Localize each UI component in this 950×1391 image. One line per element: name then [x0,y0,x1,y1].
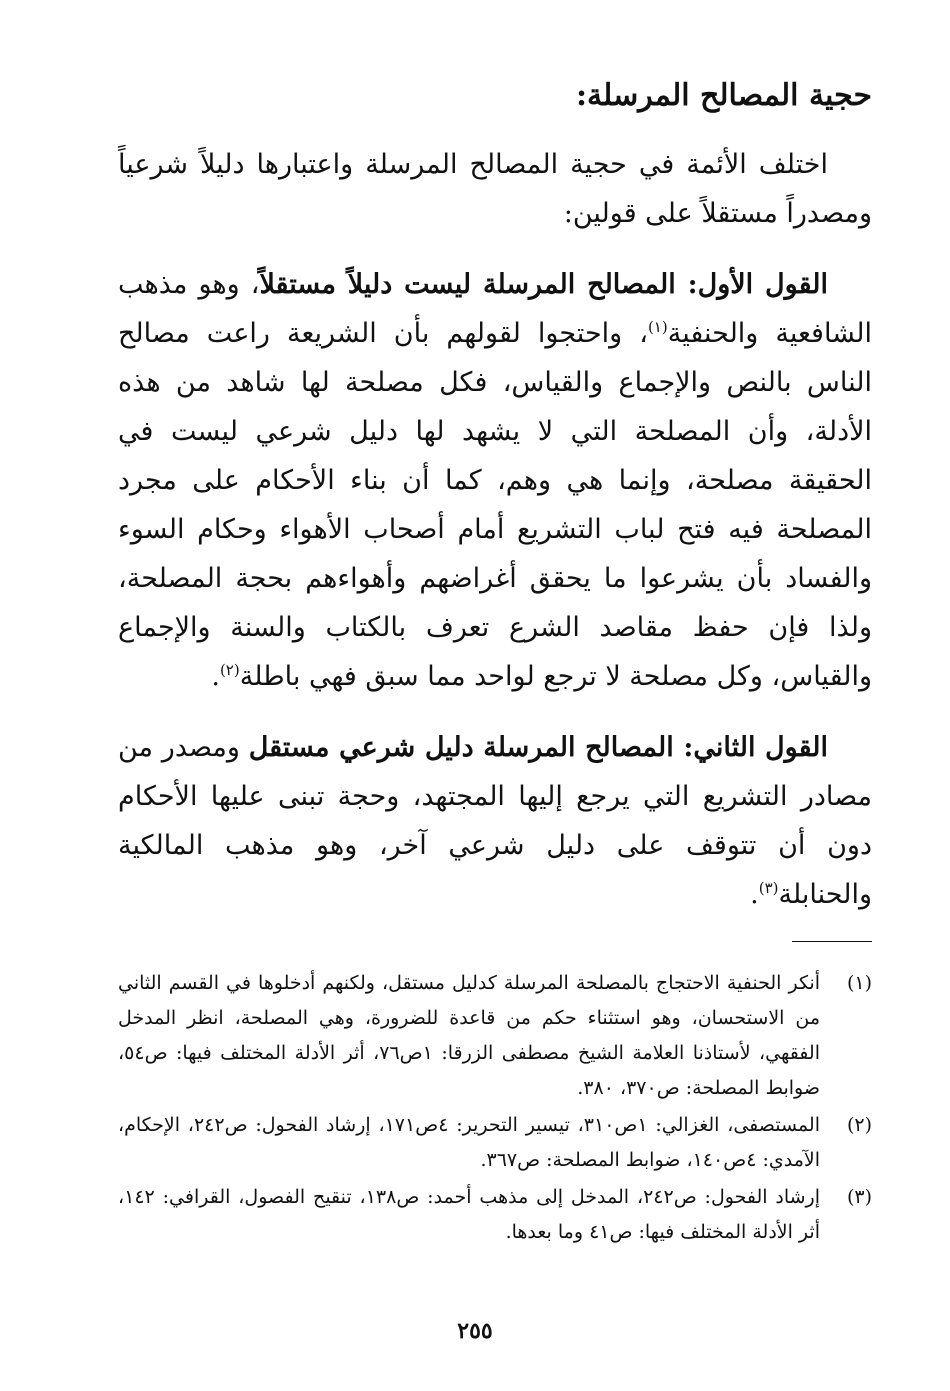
footnote-item [118,1108,872,1178]
footnote-ref-1: (١) [647,318,668,336]
footnote-number: (٢) [846,1114,872,1136]
footnote-item [118,1180,872,1250]
section-heading: حجية المصالح المرسلة: [575,78,872,113]
first-opinion-paragraph [118,260,872,701]
footnote-text: إرشاد الفحول: ص٢٤٢، المدخل إلى مذهب أحمد: ص١٣٨، تنقيح الفصول، القرافي: ١٤٢، أثر الأدلة المختلف فيها: ص٤١ وما بعدها. [118,1186,821,1243]
first-opinion-text-a: ، وهو مذهب الشافعية والحنفية [118,269,872,349]
footnote-ref-2: (٢) [219,661,240,679]
first-opinion-text-b: ، واحتجوا لقولهم بأن الشريعة راعت مصالح الناس بالنص والإجماع والقياس، فكل مصلحة لها شاهد من هذه الأدلة، وأن المصلحة التي لا يشهد لها دليل شرعي ليست في الحقيقة مصلحة، وإنما هي وهم، كما أن بناء الأحكام على مجرد المصلحة فيه فتح لباب التشريع أمام أصحاب الأهواء وحكام السوء والفساد بأن يشرعوا ما يحقق أغراضهم وأهواءهم بحجة المصلحة، ولذا فإن حفظ مقاصد الشرع تعرف بالكتاب والسنة والإجماع والقياس، وكل مصلحة لا ترجع لواحد مما سبق فهي باطلة [118,318,872,692]
footnote-text: المستصفى، الغزالي: ١ص٣١٠، تيسير التحرير: ٤ص١٧١، إرشاد الفحول: ص٢٤٢، الإحكام، الآمدي: ٤ص١٤٠، ضوابط المصلحة: ص٣٦٧. [118,1114,820,1171]
second-opinion-paragraph [118,723,872,919]
page-number: ٢٥٥ [457,1318,493,1344]
intro-paragraph: اختلف الأئمة في حجية المصالح المرسلة واعتبارها دليلاً شرعياً ومصدراً مستقلاً على قولين: [118,149,872,229]
page-body [118,70,872,1252]
footnote-number: (١) [846,972,872,994]
footnote-item [118,966,872,1106]
footnote-number: (٣) [846,1186,872,1208]
footnote-ref-3: (٣) [758,879,779,897]
second-opinion-label: القول الثاني: المصالح المرسلة دليل شرعي مستقل [248,732,828,763]
second-opinion-text-a: ومصدر من مصادر التشريع التي يرجع إليها المجتهد، وحجة تبنى عليها الأحكام دون أن تتوقف على دليل شرعي آخر، وهو مذهب المالكية والحنابلة [118,732,872,910]
first-opinion-text-c: . [211,661,220,692]
first-opinion-label: القول الأول: المصالح المرسلة ليست دليلاً مستقلاً [259,269,828,300]
second-opinion-text-b: . [750,879,759,910]
footnote-separator [792,941,872,942]
footnotes [118,966,872,1250]
footnote-text: أنكر الحنفية الاحتجاج بالمصلحة المرسلة كدليل مستقل، ولكنهم أدخلوها في القسم الثاني من الاستحسان، وهو استثناء حكم من قاعدة للضرورة، وهي المصلحة، انظر المدخل الفقهي، لأستاذنا العلامة الشيخ مصطفى الزرقا: ١ص٧٦، أثر الأدلة المختلف فيها: ص٥٤، ضوابط المصلحة: ص٣٧٠، ٣٨٠. [118,972,820,1099]
